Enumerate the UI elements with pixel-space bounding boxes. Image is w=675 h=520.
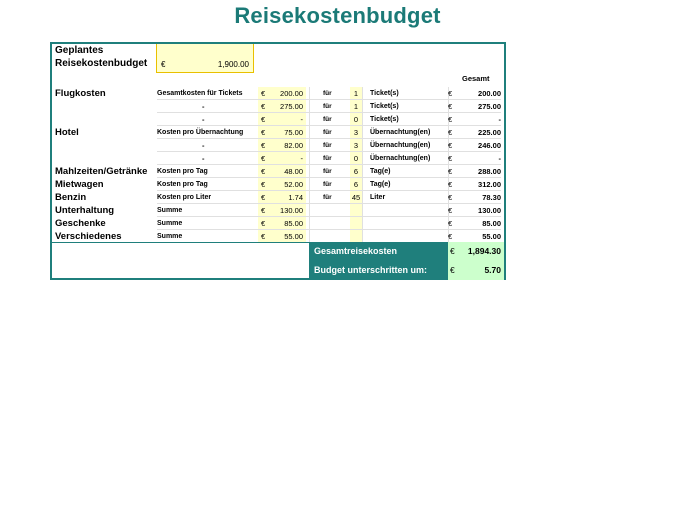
row-description: Summe xyxy=(157,220,183,227)
row-total-value: - xyxy=(498,154,501,163)
for-label: für xyxy=(323,90,332,97)
quantity-input[interactable]: 6 xyxy=(350,178,362,191)
row-total-value: 275.00 xyxy=(478,102,501,111)
for-label: für xyxy=(323,155,332,162)
for-label: für xyxy=(323,116,332,123)
total-currency: € xyxy=(448,115,453,124)
totals-values-box xyxy=(448,242,504,280)
row-category: Mahlzeiten/Getränke xyxy=(55,166,148,177)
row-description: Kosten pro Übernachtung xyxy=(157,129,244,136)
under-budget-label: Budget unterschritten um: xyxy=(314,265,428,275)
quantity-input[interactable]: 3 xyxy=(350,126,362,139)
quantity-input[interactable]: 0 xyxy=(350,152,362,165)
price-value[interactable]: - xyxy=(300,154,303,163)
planned-budget-label xyxy=(55,44,160,72)
row-description: Gesamtkosten für Tickets xyxy=(157,90,243,97)
total-cost-label: Gesamtreisekosten xyxy=(314,246,398,256)
total-currency: € xyxy=(448,193,453,202)
row-total-value: 312.00 xyxy=(478,180,501,189)
row-description: Summe xyxy=(157,233,183,240)
row-sub-marker: - xyxy=(202,102,205,111)
unit-label: Tag(e) xyxy=(370,168,391,175)
row-description: Summe xyxy=(157,207,183,214)
total-currency: € xyxy=(448,102,453,111)
price-currency: € xyxy=(261,89,266,98)
unit-label: Übernachtung(en) xyxy=(370,142,431,149)
for-label: für xyxy=(323,103,332,110)
total-currency: € xyxy=(448,219,453,228)
row-description: Kosten pro Liter xyxy=(157,194,212,201)
price-currency: € xyxy=(261,154,266,163)
price-value[interactable]: 200.00 xyxy=(280,89,303,98)
unit-label: Ticket(s) xyxy=(370,90,399,97)
for-label: für xyxy=(323,129,332,136)
price-currency: € xyxy=(261,193,266,202)
price-value[interactable]: - xyxy=(300,115,303,124)
planned-currency: € xyxy=(161,60,166,69)
unit-label: Ticket(s) xyxy=(370,103,399,110)
price-value[interactable]: 48.00 xyxy=(284,167,303,176)
price-currency: € xyxy=(261,141,266,150)
row-category: Verschiedenes xyxy=(55,231,122,242)
row-total-value: 130.00 xyxy=(478,206,501,215)
price-currency: € xyxy=(261,167,266,176)
row-category: Mietwagen xyxy=(55,179,104,190)
row-total-value: 85.00 xyxy=(482,219,501,228)
row-category xyxy=(55,152,155,165)
page-title: Reisekostenbudget xyxy=(234,3,441,28)
for-label: für xyxy=(323,142,332,149)
row-category: Flugkosten xyxy=(55,88,106,99)
quantity-input[interactable]: 1 xyxy=(350,87,362,100)
row-description: Kosten pro Tag xyxy=(157,168,208,175)
under-budget-value: 5.70 xyxy=(484,265,501,275)
unit-label: Ticket(s) xyxy=(370,116,399,123)
row-category xyxy=(55,113,155,126)
total-currency: € xyxy=(448,232,453,241)
total-cost-value: 1,894.30 xyxy=(467,246,501,256)
price-currency: € xyxy=(261,128,266,137)
planned-label-line2: Reisekostenbudget xyxy=(55,58,148,69)
row-total-value: 78.30 xyxy=(482,193,501,202)
row-total-value: 246.00 xyxy=(478,141,501,150)
row-category: Hotel xyxy=(55,127,79,138)
price-currency: € xyxy=(261,180,266,189)
total-currency: € xyxy=(448,154,453,163)
price-currency: € xyxy=(261,115,266,124)
total-currency: € xyxy=(448,89,453,98)
price-value[interactable]: 1.74 xyxy=(288,193,303,202)
price-value[interactable]: 55.00 xyxy=(284,232,303,241)
total-currency: € xyxy=(448,141,453,150)
budget-sheet xyxy=(50,42,506,280)
row-total-value: 225.00 xyxy=(478,128,501,137)
for-label: für xyxy=(323,194,332,201)
row-category: Unterhaltung xyxy=(55,205,115,216)
planned-amount[interactable]: 1,900.00 xyxy=(217,60,249,69)
row-total-value: 55.00 xyxy=(482,232,501,241)
price-value[interactable]: 52.00 xyxy=(284,180,303,189)
under-budget-cell xyxy=(448,261,504,280)
row-total-value: - xyxy=(498,115,501,124)
row-category: Benzin xyxy=(55,192,87,203)
quantity-input[interactable]: 1 xyxy=(350,100,362,113)
total-currency: € xyxy=(448,206,453,215)
total-currency: € xyxy=(448,167,453,176)
row-sub-marker: - xyxy=(202,154,205,163)
total-currency: € xyxy=(448,128,453,137)
planned-budget-input[interactable] xyxy=(156,44,254,73)
row-total-value: 288.00 xyxy=(478,167,501,176)
row-category xyxy=(55,139,155,152)
total-currency: € xyxy=(450,246,455,256)
total-cost-cell xyxy=(448,242,504,261)
price-value[interactable]: 275.00 xyxy=(280,102,303,111)
unit-label: Tag(e) xyxy=(370,181,391,188)
total-currency: € xyxy=(448,180,453,189)
price-currency: € xyxy=(261,219,266,228)
row-sub-marker: - xyxy=(202,115,205,124)
price-value[interactable]: 85.00 xyxy=(284,219,303,228)
row-category: Geschenke xyxy=(55,218,106,229)
price-currency: € xyxy=(261,102,266,111)
price-currency: € xyxy=(261,232,266,241)
price-value[interactable]: 75.00 xyxy=(284,128,303,137)
quantity-input[interactable]: 45 xyxy=(351,193,361,202)
price-value[interactable]: 82.00 xyxy=(284,141,303,150)
row-description: Kosten pro Tag xyxy=(157,181,208,188)
for-label: für xyxy=(323,181,332,188)
gesamt-column-header: Gesamt xyxy=(462,74,490,83)
row-category xyxy=(55,100,155,113)
totals-label-box xyxy=(309,242,448,280)
unit-label: Übernachtung(en) xyxy=(370,155,431,162)
price-value[interactable]: 130.00 xyxy=(280,206,303,215)
unit-label: Übernachtung(en) xyxy=(370,129,431,136)
quantity-input[interactable]: 3 xyxy=(350,139,362,152)
quantity-input[interactable]: 0 xyxy=(350,113,362,126)
row-sub-marker: - xyxy=(202,141,205,150)
unit-label: Liter xyxy=(370,194,386,201)
for-label: für xyxy=(323,168,332,175)
under-currency: € xyxy=(450,265,455,275)
planned-label-line1: Geplantes xyxy=(55,45,104,56)
row-total-value: 200.00 xyxy=(478,89,501,98)
price-currency: € xyxy=(261,206,266,215)
quantity-input[interactable]: 6 xyxy=(350,165,362,178)
